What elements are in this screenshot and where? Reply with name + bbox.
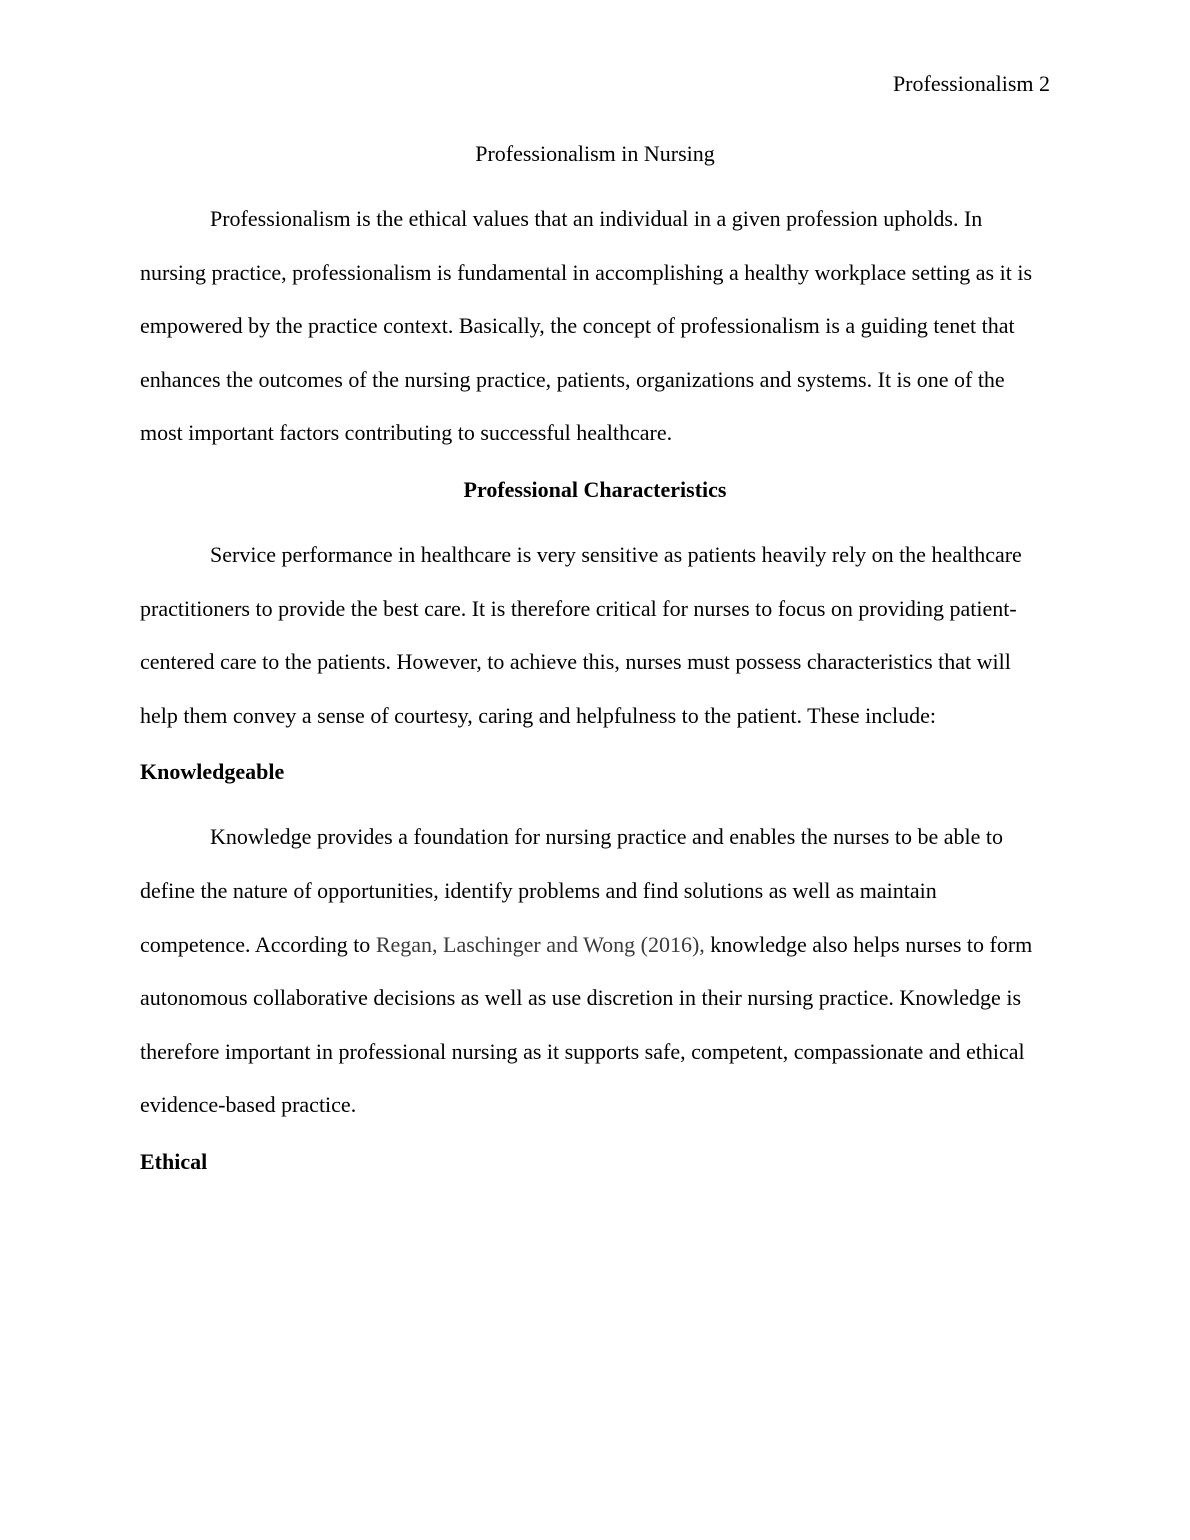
citation: Regan, Laschinger and Wong (2016), [375,931,705,957]
subheading-ethical: Ethical [140,1148,208,1174]
knowledge-text-after: knowledge also helps nurses to form autonomous collaborative decisions as well as use discretion in their nursing practice. Knowledge is therefore important in professional nursing as it supports safe, competent, compassionate and ethical evidence-based practice. [140,931,1033,1118]
knowledge-paragraph [140,810,1050,1132]
section-heading: Professional Characteristics [463,476,727,502]
subheading-knowledgeable: Knowledgeable [140,759,285,785]
paper-title: Professionalism in Nursing [475,141,715,166]
intro-paragraph: Professionalism is the ethical values that an individual in a given profession upholds. In nursing practice, professionalism is fundamental in accomplishing a healthy workplace setting as it is empowered by the practice context. Basically, the concept of professionalism is a guiding tenet that enhances the outcomes of the nursing practice, patients, organizations and systems. It is one of the most important factors contributing to successful healthcare. [140,206,1032,446]
document-body [140,139,1050,1200]
section-paragraph: Service performance in healthcare is very sensitive as patients heavily rely on the healthcare practitioners to provide the best care. It is therefore critical for nurses to focus on providing patient-centered care to the patients. However, to achieve this, nurses must possess characteristics that will help them convey a sense of courtesy, caring and helpfulness to the patient. These include: [140,541,1022,728]
knowledge-text-before: Knowledge provides a foundation for nursing practice and enables the nurses to be able to define the nature of opportunities, identify problems and find solutions as well as maintain competence. According to [140,824,1003,957]
running-head: Professionalism 2 [892,71,1050,96]
